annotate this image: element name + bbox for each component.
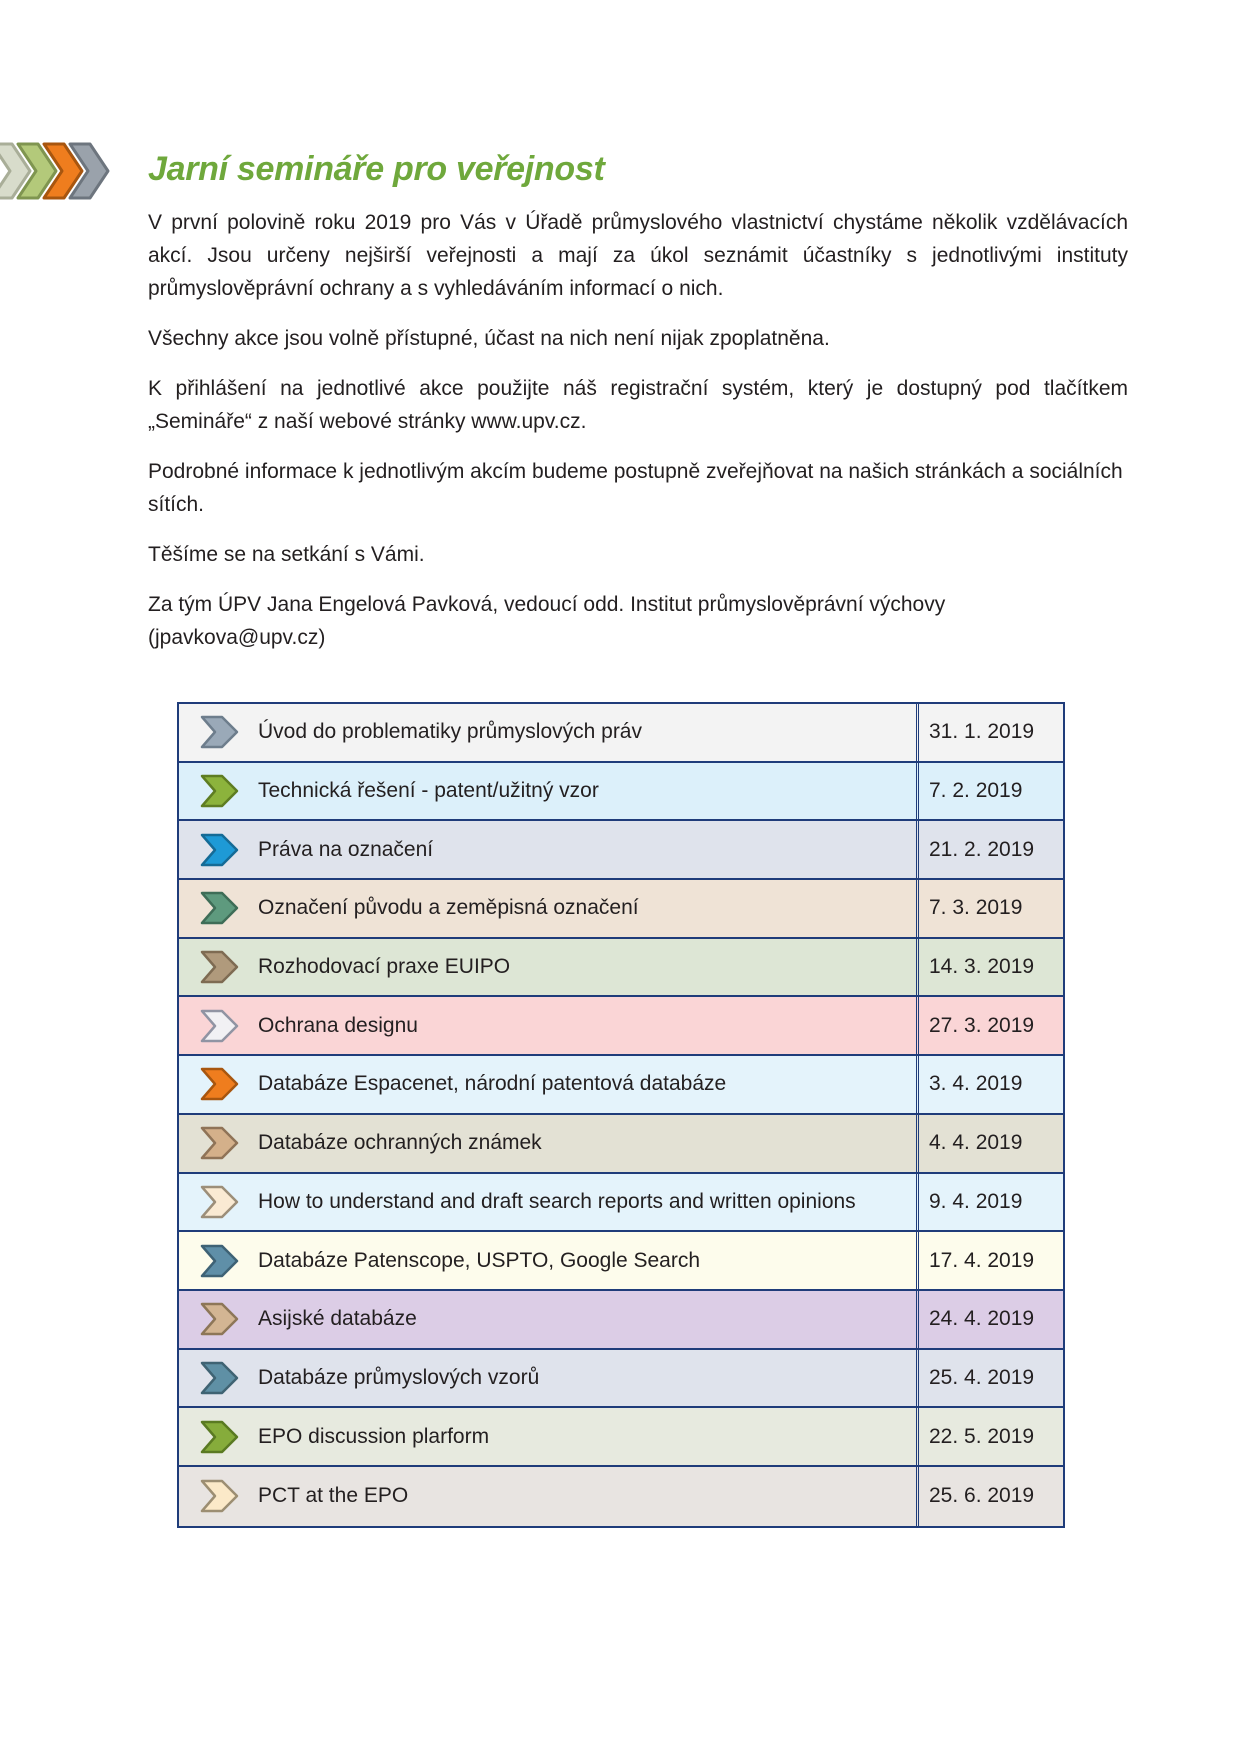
- table-row: [179, 997, 1063, 1056]
- chevron-right-icon: [200, 1009, 240, 1043]
- chevron-right-icon: [200, 1302, 240, 1336]
- seminar-cell: [179, 1350, 919, 1407]
- seminar-date: 3. 4. 2019: [929, 1072, 1023, 1096]
- seminar-cell: [179, 997, 919, 1054]
- table-row: [179, 763, 1063, 822]
- table-row: [179, 1291, 1063, 1350]
- seminar-date: 7. 2. 2019: [929, 779, 1023, 803]
- seminar-cell: [179, 1291, 919, 1348]
- seminar-cell: [179, 880, 919, 937]
- seminar-name: Označení původu a zeměpisná označení: [258, 896, 639, 920]
- chevron-right-icon: [200, 833, 240, 867]
- seminar-date: 17. 4. 2019: [929, 1248, 1035, 1272]
- seminar-cell: [179, 1408, 919, 1465]
- table-row: [179, 880, 1063, 939]
- seminar-cell: [179, 704, 919, 761]
- seminar-name: Ochrana designu: [258, 1013, 418, 1037]
- seminar-name: Úvod do problematiky průmyslových práv: [258, 720, 642, 744]
- chevron-right-icon: [200, 774, 240, 808]
- paragraph-registration: K přihlášení na jednotlivé akce použijte náš registrační systém, který je dostupný pod tlačítkem „Semináře“ z naší webové stránky www.upv.cz.: [148, 377, 1128, 433]
- seminar-cell: [179, 1174, 919, 1231]
- table-row: [179, 1467, 1063, 1526]
- chevron-right-icon: [200, 1479, 240, 1513]
- table-row: [179, 821, 1063, 880]
- seminar-cell: [179, 1232, 919, 1289]
- seminar-cell: [179, 1056, 919, 1113]
- intro-text: [148, 206, 1128, 671]
- seminar-date: 31. 1. 2019: [929, 720, 1035, 744]
- table-row: [179, 1056, 1063, 1115]
- seminar-cell: [179, 821, 919, 878]
- seminar-cell: [179, 763, 919, 820]
- seminar-name: Databáze Patenscope, USPTO, Google Search: [258, 1248, 701, 1272]
- paragraph-info: Podrobné informace k jednotlivým akcím budeme postupně zveřejňovat na našich stránkách a sociálních sítích.: [148, 460, 1123, 516]
- table-row: [179, 1408, 1063, 1467]
- table-row: [179, 1174, 1063, 1233]
- seminar-name: Asijské databáze: [258, 1307, 417, 1331]
- table-row: [179, 1350, 1063, 1409]
- table-row: [179, 1232, 1063, 1291]
- seminar-date: 22. 5. 2019: [929, 1424, 1035, 1448]
- table-row: [179, 939, 1063, 998]
- paragraph-intro: V první polovině roku 2019 pro Vás v Úřadě průmyslového vlastnictví chystáme několik vzdělávacích akcí. Jsou určeny nejširší veřejnosti a mají za úkol seznámit účastníky s jednotlivými instituty průmyslověprávní ochrany a s vyhledáváním informací o nich.: [148, 211, 1128, 300]
- page-title: Jarní semináře pro veřejnost: [148, 150, 605, 188]
- seminar-date: 21. 2. 2019: [929, 837, 1035, 861]
- seminar-date: 4. 4. 2019: [929, 1131, 1023, 1155]
- paragraph-greeting: Těšíme se na setkání s Vámi.: [148, 543, 425, 566]
- seminar-name: Technická řešení - patent/užitný vzor: [258, 779, 599, 803]
- chevron-right-icon: [200, 1244, 240, 1278]
- seminar-date: 24. 4. 2019: [929, 1307, 1035, 1331]
- paragraph-free-access: Všechny akce jsou volně přístupné, účast na nich není nijak zpoplatněna.: [148, 327, 830, 350]
- seminar-date: 25. 4. 2019: [929, 1365, 1035, 1389]
- table-row: [179, 704, 1063, 763]
- seminar-cell: [179, 939, 919, 996]
- chevron-right-icon: [200, 1126, 240, 1160]
- seminar-cell: [179, 1467, 919, 1526]
- seminar-name: Databáze ochranných známek: [258, 1131, 542, 1155]
- seminar-name: How to understand and draft search reports and written opinions: [258, 1189, 856, 1213]
- chevron-right-icon: [200, 715, 240, 749]
- chevron-right-icon: [200, 891, 240, 925]
- seminar-name: Databáze průmyslových vzorů: [258, 1365, 540, 1389]
- chevron-right-icon: [200, 1420, 240, 1454]
- seminar-date: 27. 3. 2019: [929, 1013, 1035, 1037]
- seminar-name: Práva na označení: [258, 837, 434, 861]
- paragraph-signature: Za tým ÚPV Jana Engelová Pavková, vedoucí odd. Institut průmyslověprávní výchovy (jpavkova@upv.cz): [148, 593, 946, 649]
- chevron-right-icon: [200, 1185, 240, 1219]
- seminar-name: PCT at the EPO: [258, 1484, 409, 1508]
- seminar-name: Rozhodovací praxe EUIPO: [258, 955, 511, 979]
- table-row: [179, 1115, 1063, 1174]
- seminar-name: Databáze Espacenet, národní patentová databáze: [258, 1072, 727, 1096]
- seminar-name: EPO discussion plarform: [258, 1424, 490, 1448]
- chevron-right-icon: [200, 1361, 240, 1395]
- seminar-date: 14. 3. 2019: [929, 955, 1035, 979]
- seminar-date: 25. 6. 2019: [929, 1484, 1035, 1508]
- chevron-right-icon: [200, 950, 240, 984]
- decorative-chevrons-icon: [0, 140, 112, 202]
- seminar-date: 7. 3. 2019: [929, 896, 1023, 920]
- seminar-table: [177, 702, 1065, 1528]
- seminar-cell: [179, 1115, 919, 1172]
- seminar-date: 9. 4. 2019: [929, 1189, 1023, 1213]
- chevron-right-icon: [200, 1067, 240, 1101]
